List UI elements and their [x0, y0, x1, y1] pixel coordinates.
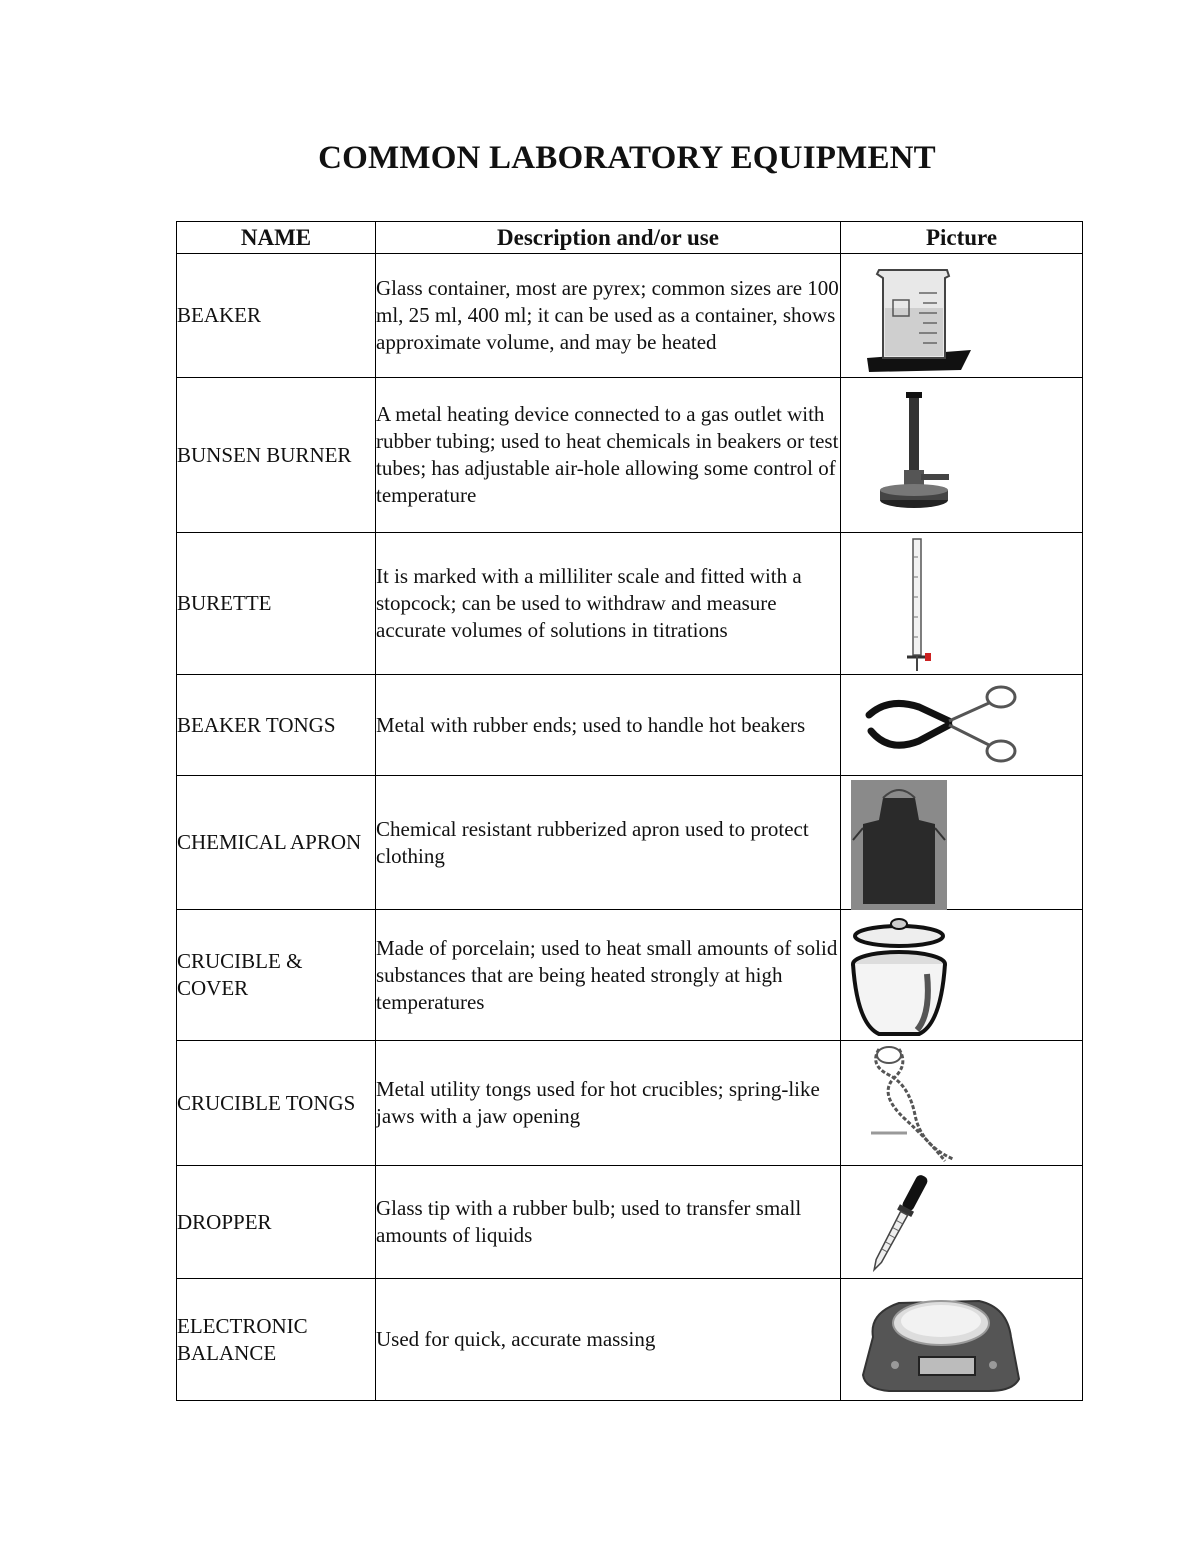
table-row	[177, 675, 1083, 776]
beaker-tongs-icon	[849, 679, 1019, 771]
equipment-name: BEAKER TONGS	[177, 675, 376, 776]
equipment-picture	[841, 1041, 1083, 1166]
crucible-icon	[849, 914, 949, 1040]
equipment-table	[176, 221, 1083, 1401]
equipment-name: CRUCIBLE & COVER	[177, 910, 376, 1041]
equipment-name: CHEMICAL APRON	[177, 776, 376, 910]
equipment-description: Chemical resistant rubberized apron used to protect clothing	[376, 776, 841, 910]
equipment-picture	[841, 378, 1083, 533]
table-row	[177, 254, 1083, 378]
header-name: NAME	[177, 222, 376, 254]
table-header-row	[177, 222, 1083, 254]
table-row	[177, 533, 1083, 675]
dropper-icon	[849, 1170, 949, 1276]
page-title: COMMON LABORATORY EQUIPMENT	[318, 140, 936, 176]
equipment-picture	[841, 776, 1083, 910]
apron-icon	[849, 780, 949, 910]
equipment-picture	[841, 910, 1083, 1041]
balance-icon	[849, 1283, 1029, 1395]
equipment-description: Metal with rubber ends; used to handle hot beakers	[376, 675, 841, 776]
equipment-picture	[841, 675, 1083, 776]
equipment-name: CRUCIBLE TONGS	[177, 1041, 376, 1166]
equipment-name: BURETTE	[177, 533, 376, 675]
equipment-name: BUNSEN BURNER	[177, 378, 376, 533]
equipment-name: ELECTRONIC BALANCE	[177, 1279, 376, 1401]
equipment-description: Used for quick, accurate massing	[376, 1279, 841, 1401]
table-row	[177, 378, 1083, 533]
equipment-picture	[841, 1279, 1083, 1401]
equipment-name: BEAKER	[177, 254, 376, 378]
equipment-description: It is marked with a milliliter scale and fitted with a stopcock; can be used to withdraw and measure accurate volumes of solutions in titrations	[376, 533, 841, 675]
equipment-description: A metal heating device connected to a gas outlet with rubber tubing; used to heat chemicals in beakers or test tubes; has adjustable air-hole allowing some control of temperature	[376, 378, 841, 533]
bunsen-burner-icon	[849, 382, 969, 522]
equipment-description: Made of porcelain; used to heat small amounts of solid substances that are being heated strongly at high temperatures	[376, 910, 841, 1041]
equipment-picture	[841, 254, 1083, 378]
equipment-description: Metal utility tongs used for hot crucibles; spring-like jaws with a jaw opening	[376, 1041, 841, 1166]
equipment-picture	[841, 533, 1083, 675]
table-row	[177, 1166, 1083, 1279]
table-row	[177, 1279, 1083, 1401]
crucible-tongs-icon	[849, 1045, 969, 1163]
table-row	[177, 1041, 1083, 1166]
beaker-icon	[849, 258, 979, 372]
equipment-name: DROPPER	[177, 1166, 376, 1279]
equipment-picture	[841, 1166, 1083, 1279]
burette-icon	[849, 537, 969, 673]
header-picture: Picture	[841, 222, 1083, 254]
equipment-description: Glass container, most are pyrex; common sizes are 100 ml, 25 ml, 400 ml; it can be used as a container, shows approximate volume, and may be heated	[376, 254, 841, 378]
equipment-description: Glass tip with a rubber bulb; used to transfer small amounts of liquids	[376, 1166, 841, 1279]
table-row	[177, 910, 1083, 1041]
table-row	[177, 776, 1083, 910]
header-description: Description and/or use	[376, 222, 841, 254]
